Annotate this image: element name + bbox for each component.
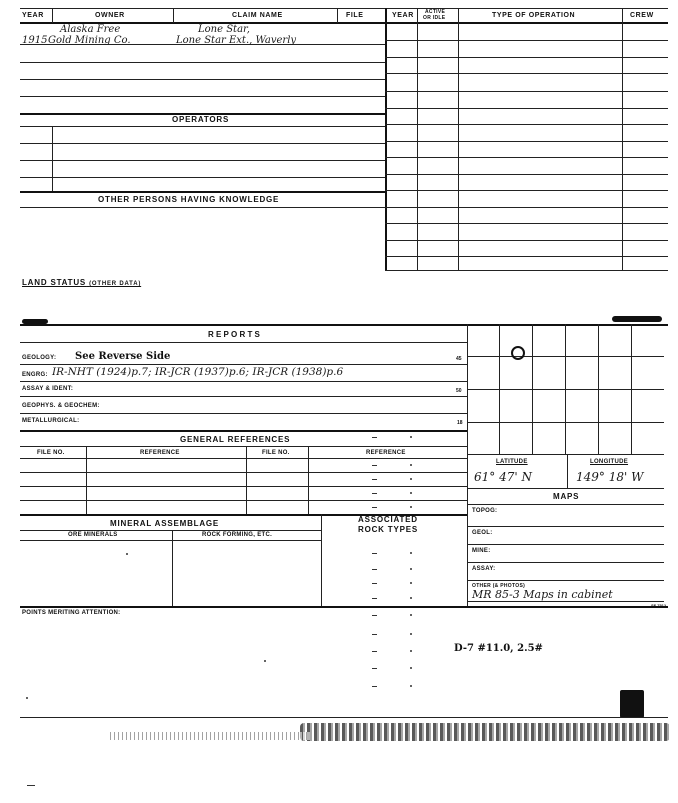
other-persons-top-rule xyxy=(20,191,385,193)
dash xyxy=(372,598,377,599)
note-d7: D-7 #11.0, 2.5# xyxy=(454,643,543,654)
hdr-div xyxy=(52,8,53,23)
dash xyxy=(372,615,377,616)
dash xyxy=(372,686,377,687)
col-year: YEAR xyxy=(22,12,44,19)
dot xyxy=(410,492,412,494)
mineral-div xyxy=(321,514,322,606)
land-status-sub: (OTHER DATA) xyxy=(89,281,142,287)
gr-col-div xyxy=(86,446,87,514)
operators-div xyxy=(52,126,53,191)
ore-minerals-label: ORE MINERALS xyxy=(68,532,118,538)
dot xyxy=(410,685,412,687)
col-year-2: YEAR xyxy=(392,12,414,19)
dash xyxy=(372,569,377,570)
maps-row xyxy=(467,562,664,563)
latlong-rule xyxy=(467,488,664,489)
gr-col-div xyxy=(308,446,309,514)
row-line xyxy=(20,79,385,80)
land-status-heading xyxy=(22,278,141,287)
hdr-div xyxy=(173,8,174,23)
dash xyxy=(372,465,377,466)
general-references-heading: GENERAL REFERENCES xyxy=(180,435,291,444)
location-circle-icon xyxy=(511,346,525,360)
right-row-line xyxy=(385,240,668,241)
right-col-div xyxy=(417,8,418,270)
rock-forming-label: ROCK FORMING, ETC. xyxy=(202,532,273,538)
right-col-div xyxy=(458,8,459,270)
other-persons-rule xyxy=(20,207,385,208)
mine-label: MINE: xyxy=(472,548,491,554)
col-active: ACTIVE xyxy=(425,9,446,15)
operators-rule xyxy=(20,126,385,127)
row-line xyxy=(20,96,385,97)
reports-row xyxy=(20,381,467,382)
maps-bottom-rule xyxy=(467,601,664,602)
assoc-rock-types-2: ROCK TYPES xyxy=(358,525,419,534)
right-row-line xyxy=(385,73,668,74)
points-top-rule xyxy=(20,606,668,608)
longitude-value: 149° 18' W xyxy=(576,470,644,484)
reports-row xyxy=(20,396,467,397)
dot xyxy=(410,582,412,584)
dot xyxy=(410,650,412,652)
latitude-value: 61° 47' N xyxy=(474,470,532,484)
right-row-line xyxy=(385,124,668,125)
grid-h xyxy=(467,422,664,423)
general-ref-top-rule xyxy=(20,430,467,432)
longitude-label: LONGITUDE xyxy=(590,459,629,465)
bottom-rule xyxy=(20,717,668,718)
other-photos-value: MR 85-3 Maps in cabinet xyxy=(472,588,613,601)
grid-h xyxy=(467,356,664,357)
right-row-line xyxy=(385,157,668,158)
assoc-rock-types-1: ASSOCIATED xyxy=(358,515,418,524)
latlong-div xyxy=(567,454,568,488)
other-photos-label: OTHER (& PHOTOS) xyxy=(472,583,526,589)
right-row-line xyxy=(385,57,668,58)
points-meriting-label: POINTS MERITING ATTENTION: xyxy=(22,610,121,616)
punch-mark xyxy=(612,316,662,322)
dot xyxy=(410,633,412,635)
right-row-line xyxy=(385,207,668,208)
reports-right-divider xyxy=(467,324,468,606)
dot xyxy=(126,553,128,555)
dot xyxy=(410,568,412,570)
maps-row xyxy=(467,526,664,527)
reports-rule xyxy=(20,342,467,343)
dot xyxy=(410,667,412,669)
middle-divider xyxy=(385,8,387,270)
right-row-line xyxy=(385,141,668,142)
grid-h xyxy=(467,454,664,455)
hdr-div xyxy=(337,8,338,23)
reports-top-rule xyxy=(20,324,668,326)
right-col-div xyxy=(622,8,623,270)
col-type-of-operation: TYPE OF OPERATION xyxy=(492,12,576,19)
gr-col-div xyxy=(246,446,247,514)
dash xyxy=(372,651,377,652)
mineral-assemblage-heading: MINERAL ASSEMBLAGE xyxy=(110,519,220,528)
col-owner: OWNER xyxy=(95,12,125,19)
punch-mark-square xyxy=(620,690,644,718)
dash xyxy=(372,583,377,584)
col-claim-name: CLAIM NAME xyxy=(232,12,283,19)
operators-row xyxy=(20,143,385,144)
gr-col-reference-2: REFERENCE xyxy=(366,450,406,456)
entry-owner-line1: Alaska Free xyxy=(60,24,121,35)
scan-noise-strip xyxy=(110,732,310,740)
dash xyxy=(372,634,377,635)
geology-value: See Reverse Side xyxy=(75,351,171,362)
dot xyxy=(410,506,412,508)
dot xyxy=(410,464,412,466)
dot xyxy=(410,478,412,480)
gr-col-file-no-2: FILE NO. xyxy=(262,450,290,456)
mineral-rule xyxy=(20,530,321,531)
gr-col-file-no: FILE NO. xyxy=(37,450,65,456)
land-status-label: LAND STATUS xyxy=(22,278,87,287)
operators-row xyxy=(20,160,385,161)
gr-col-reference: REFERENCE xyxy=(140,450,180,456)
maps-row xyxy=(467,580,664,581)
num-18: 18 xyxy=(457,420,463,426)
mineral-header-rule xyxy=(20,540,321,541)
entry-claim-line1: Lone Star, xyxy=(198,24,250,35)
right-row-line xyxy=(385,256,668,257)
operators-row xyxy=(20,177,385,178)
gr-row xyxy=(20,486,467,487)
right-row-line xyxy=(385,223,668,224)
reports-heading: REPORTS xyxy=(208,330,263,339)
scan-noise-strip xyxy=(300,723,670,741)
dash xyxy=(372,507,377,508)
right-row-line xyxy=(385,40,668,41)
dot xyxy=(26,697,28,699)
row-line xyxy=(20,62,385,63)
top-border xyxy=(20,8,668,9)
dot xyxy=(410,436,412,438)
other-persons-heading: OTHER PERSONS HAVING KNOWLEDGE xyxy=(98,195,280,204)
right-row-line xyxy=(385,270,668,271)
general-ref-rule xyxy=(20,446,467,447)
gr-row xyxy=(20,472,467,473)
dot xyxy=(264,660,266,662)
dash xyxy=(372,493,377,494)
engrg-value: IR-NHT (1924)p.7; IR-JCR (1937)p.6; IR-JCR (1938)p.6 xyxy=(52,366,344,378)
maps-row xyxy=(467,544,664,545)
latitude-label: LATITUDE xyxy=(496,459,528,465)
dot xyxy=(410,614,412,616)
engrg-label: ENGRG: xyxy=(22,372,48,378)
grid-h xyxy=(467,389,664,390)
assay-label: ASSAY & IDENT: xyxy=(22,386,74,392)
operators-heading: OPERATORS xyxy=(172,115,230,124)
entry-owner-line2: Gold Mining Co. xyxy=(48,35,131,46)
geophys-label: GEOPHYS. & GEOCHEM: xyxy=(22,403,100,409)
maps-rule xyxy=(467,504,664,505)
mineral-col-div xyxy=(172,530,173,606)
num-50: 50 xyxy=(456,388,462,394)
gr-header-rule xyxy=(20,458,467,459)
col-or-idle: OR IDLE xyxy=(423,15,446,21)
topog-label: TOPOG: xyxy=(472,508,498,514)
num-45: 45 xyxy=(456,356,462,362)
dash xyxy=(372,479,377,480)
reports-row xyxy=(20,364,467,365)
entry-year: 1915 xyxy=(22,35,48,46)
right-row-line xyxy=(385,91,668,92)
gr-row xyxy=(20,500,467,501)
reports-row xyxy=(20,413,467,414)
geology-label: GEOLOGY: xyxy=(22,355,57,361)
col-file: FILE xyxy=(346,12,364,19)
dash xyxy=(372,437,377,438)
entry-claim-line2: Lone Star Ext., Waverly xyxy=(176,35,297,46)
metallurgical-label: METALLURGICAL: xyxy=(22,418,80,424)
dash xyxy=(372,668,377,669)
maps-heading: MAPS xyxy=(553,492,580,501)
dash xyxy=(27,785,35,786)
col-crew: CREW xyxy=(630,12,654,19)
assay-label-maps: ASSAY: xyxy=(472,566,496,572)
dot xyxy=(410,597,412,599)
right-row-line xyxy=(385,190,668,191)
dot xyxy=(410,552,412,554)
dash xyxy=(372,553,377,554)
geol-label: GEOL: xyxy=(472,530,493,536)
right-row-line xyxy=(385,108,668,109)
right-row-line xyxy=(385,174,668,175)
